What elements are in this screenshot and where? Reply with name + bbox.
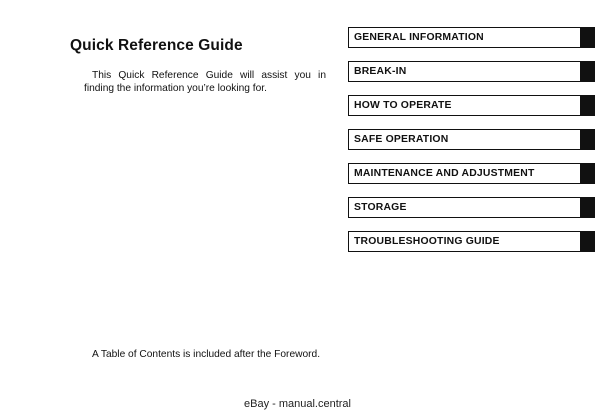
tab-break-in[interactable]: [348, 61, 595, 82]
tab-safe-operation[interactable]: [348, 129, 595, 150]
page-title: Quick Reference Guide: [70, 37, 243, 54]
tab-how-to-operate[interactable]: [348, 95, 595, 116]
tab-label: MAINTENANCE AND ADJUSTMENT: [354, 168, 535, 179]
tab-maintenance-and-adjustment[interactable]: [348, 163, 595, 184]
tab-label: HOW TO OPERATE: [354, 100, 452, 111]
tab-label: TROUBLESHOOTING GUIDE: [354, 236, 500, 247]
tab-storage[interactable]: [348, 197, 595, 218]
table-of-contents-note: A Table of Contents is included after the Foreword.: [92, 349, 321, 360]
tab-label: GENERAL INFORMATION: [354, 32, 484, 43]
tab-troubleshooting-guide[interactable]: [348, 231, 595, 252]
tab-label: BREAK-IN: [354, 66, 407, 77]
tab-label: SAFE OPERATION: [354, 134, 449, 145]
intro-paragraph: This Quick Reference Guide will assist you in finding the information you’re looking for.: [84, 70, 326, 94]
tab-label: STORAGE: [354, 202, 407, 213]
tab-general-information[interactable]: [348, 27, 595, 48]
section-tabs: [348, 27, 595, 265]
footer-watermark: eBay - manual.central: [244, 398, 351, 410]
